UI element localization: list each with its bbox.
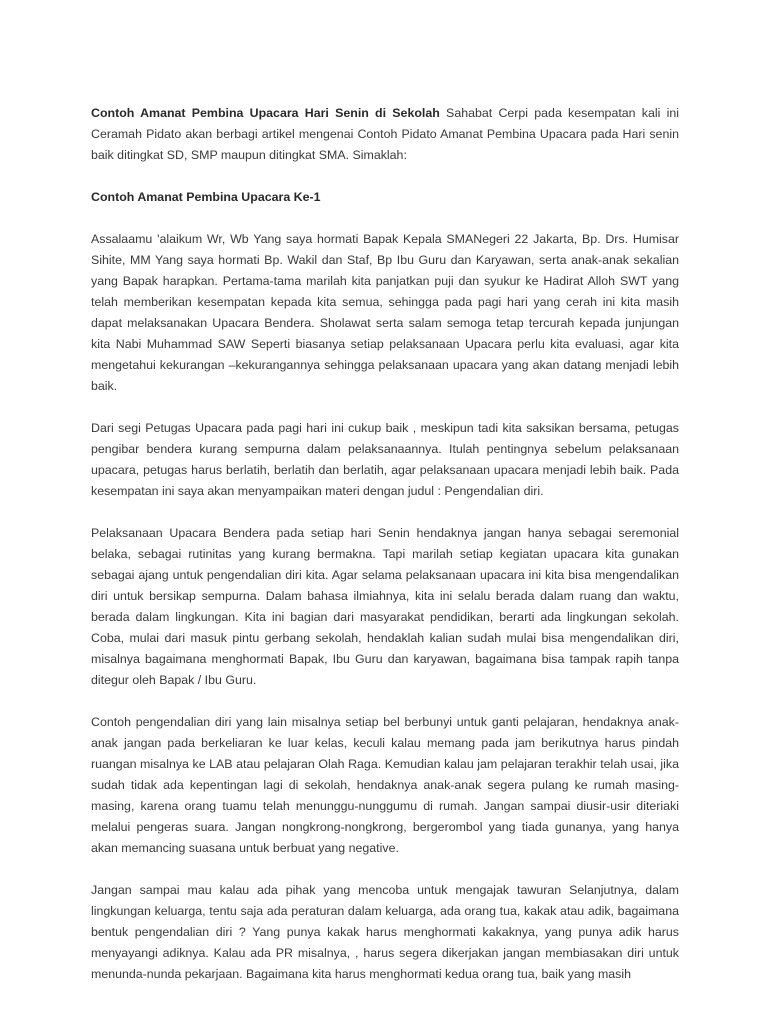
article-title: Contoh Amanat Pembina Upacara Hari Senin di Sekolah: [91, 106, 440, 120]
speech-paragraph-4: Contoh pengendalian diri yang lain misalnya setiap bel berbunyi untuk ganti pelajaran, hendaknya anak-anak jangan pada berkeliaran ke luar kelas, keculi kalau memang pada jam berikutnya harus pindah ruangan misalnya ke LAB atau pelajaran Olah Raga. Kemudian kalau jam pelajaran terakhir telah usai, jika sudah tidak ada kepentingan lagi di sekolah, hendaknya anak-anak segera pulang ke rumah masing-masing, karena orang tuamu telah menunggu-nunggumu di rumah. Jangan sampai diusir-usir diteriaki melalui pengeras suara. Jangan nongkrong-nongkrong, bergerombol yang tiada gunanya, yang hanya akan memancing suasana untuk berbuat yang negative.: [91, 715, 679, 855]
speech-paragraph-5: Jangan sampai mau kalau ada pihak yang mencoba untuk mengajak tawuran Selanjutnya, dalam lingkungan keluarga, tentu saja ada peraturan dalam keluarga, ada orang tua, kakak atau adik, bagaimana bentuk pengendalian diri ? Yang punya kakak harus menghormati kakaknya, yang punya adik harus menyayangi adiknya. Kalau ada PR misalnya, , harus segera dikerjakan jangan membiasakan diri untuk menunda-nunda pekarjaan. Bagaimana kita harus menghormati kedua orang tua, baik yang masih: [91, 883, 679, 981]
speech-paragraph-2: Dari segi Petugas Upacara pada pagi hari ini cukup baik , meskipun tadi kita saksikan bersama, petugas pengibar bendera kurang sempurna dalam pelaksanaannya. Itulah pentingnya sebelum pelaksanaan upacara, petugas harus berlatih, berlatih dan berlatih, agar pelaksanaan upacara menjadi lebih baik. Pada kesempatan ini saya akan menyampaikan materi dengan judul : Pengendalian diri.: [91, 421, 679, 498]
intro-paragraph: [91, 103, 679, 166]
speech-paragraph-3: Pelaksanaan Upacara Bendera pada setiap hari Senin hendaknya jangan hanya sebagai seremonial belaka, sebagai rutinitas yang kurang bermakna. Tapi marilah setiap kegiatan upacara kita gunakan sebagai ajang untuk pengendalian diri kita. Agar selama pelaksanaan upacara ini kita bisa mengendalikan diri untuk bersikap sempurna. Dalam bahasa ilmiahnya, kita ini selalu berada dalam ruang dan waktu, berada dalam lingkungan. Kita ini bagian dari masyarakat pendidikan, berarti ada lingkungan sekolah. Coba, mulai dari masuk pintu gerbang sekolah, hendaklah kalian sudah mulai bisa mengendalikan diri, misalnya bagaimana menghormati Bapak, Ibu Guru dan karyawan, bagaimana bisa tampak rapih tanpa ditegur oleh Bapak / Ibu Guru.: [91, 526, 679, 687]
document-page: [91, 103, 679, 1006]
intro-text: Sahabat Cerpi pada kesempatan kali ini Ceramah Pidato akan berbagi artikel mengenai Contoh Pidato Amanat Pembina Upacara pada Hari senin baik ditingkat SD, SMP maupun ditingkat SMA. Simaklah:: [91, 106, 679, 162]
speech-paragraph-1: Assalaamu 'alaikum Wr, Wb Yang saya hormati Bapak Kepala SMANegeri 22 Jakarta, Bp. Drs. Humisar Sihite, MM Yang saya hormati Bp. Wakil dan Staf, Bp Ibu Guru dan Karyawan, serta anak-anak sekalian yang Bapak harapkan. Pertama-tama marilah kita panjatkan puji dan syukur ke Hadirat Alloh SWT yang telah memberikan kesempatan kepada kita semua, sehingga pada pagi hari yang cerah ini kita masih dapat melaksanakan Upacara Bendera. Sholawat serta salam semoga tetap tercurah kepada junjungan kita Nabi Muhammad SAW Seperti biasanya setiap pelaksanaan Upacara perlu kita evaluasi, agar kita mengetahui kekurangan –kekurangannya sehingga pelaksanaan upacara yang akan datang menjadi lebih baik.: [91, 232, 679, 393]
section-heading: Contoh Amanat Pembina Upacara Ke-1: [91, 190, 321, 204]
